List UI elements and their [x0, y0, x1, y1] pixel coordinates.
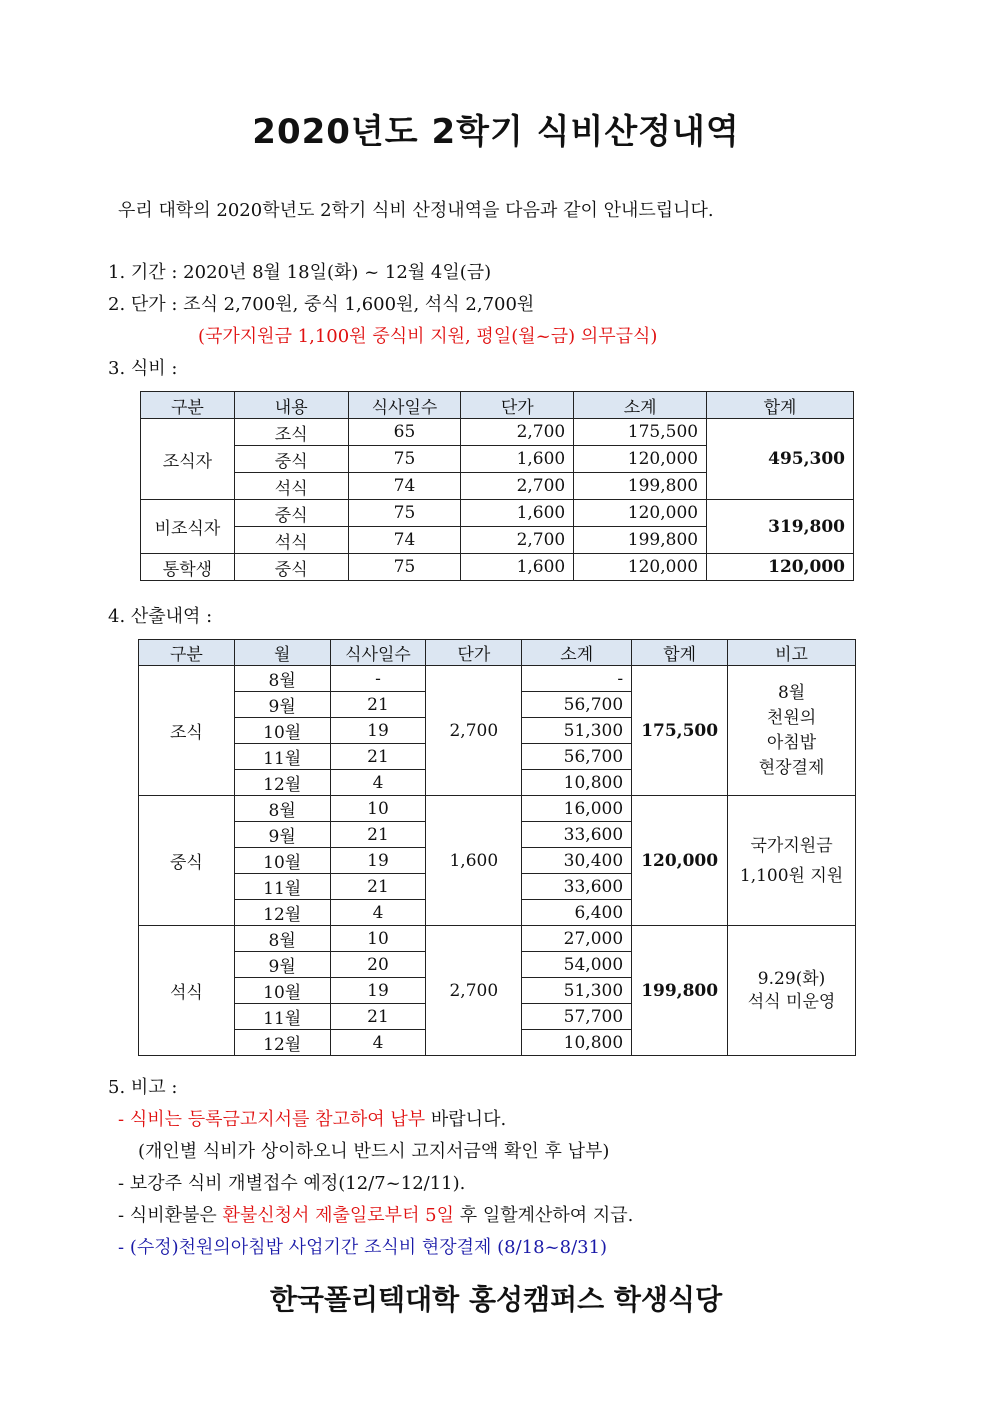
meal-days: 19 — [330, 848, 426, 874]
meal-item: 중식 — [234, 554, 348, 581]
note-text: 바랍니다. — [425, 1109, 507, 1130]
month-subtotal: 10,800 — [522, 1030, 632, 1056]
month: 9월 — [234, 692, 330, 718]
meal-days: 4 — [330, 900, 426, 926]
meal-days: 20 — [330, 952, 426, 978]
group-total: 319,800 — [707, 500, 854, 554]
meal-days: 19 — [330, 718, 426, 744]
meal-price: 2,700 — [461, 473, 574, 500]
meal-subtotal: 120,000 — [574, 554, 707, 581]
remark-payment — [118, 1105, 506, 1131]
table-row — [139, 666, 856, 692]
meal-days: 10 — [330, 926, 426, 952]
meal-subtotal: 120,000 — [574, 446, 707, 473]
unit-price-note: (국가지원금 1,100원 중식비 지원, 평일(월~금) 의무급식) — [198, 326, 658, 347]
month-subtotal: 56,700 — [522, 744, 632, 770]
meal-item: 석식 — [234, 527, 348, 554]
section-meal-cost: 3. 식비 : — [108, 358, 178, 379]
section-calculation: 4. 산출내역 : — [108, 606, 213, 627]
col-header-days: 식사일수 — [348, 392, 461, 419]
note-highlight: 환불신청서 제출일로부터 5일 — [222, 1205, 455, 1226]
meal-days: 75 — [348, 554, 461, 581]
meal-item: 중식 — [234, 500, 348, 527]
month-subtotal: 6,400 — [522, 900, 632, 926]
section-period: 1. 기간 : 2020년 8월 18일(화) ~ 12월 4일(금) — [108, 262, 492, 283]
table-header-row — [141, 392, 854, 419]
meal-subtotal: 199,800 — [574, 527, 707, 554]
group-remarks — [728, 666, 856, 796]
section-unit-price: 2. 단가 : 조식 2,700원, 중식 1,600원, 석식 2,700원 — [108, 294, 535, 315]
group-total: 199,800 — [632, 926, 728, 1056]
meal-item: 중식 — [234, 446, 348, 473]
col-header-category: 구분 — [139, 640, 235, 666]
meal-days: 74 — [348, 473, 461, 500]
table-header-row — [139, 640, 856, 666]
meal-days: 65 — [348, 419, 461, 446]
month: 10월 — [234, 848, 330, 874]
month: 11월 — [234, 1004, 330, 1030]
month-subtotal: 27,000 — [522, 926, 632, 952]
month: 8월 — [234, 926, 330, 952]
remark-line: 현장결제 — [758, 757, 825, 778]
group-price: 1,600 — [426, 796, 522, 926]
group-remarks — [728, 926, 856, 1056]
table-row — [141, 500, 854, 527]
month: 10월 — [234, 718, 330, 744]
meal-subtotal: 120,000 — [574, 500, 707, 527]
month-subtotal: 56,700 — [522, 692, 632, 718]
group-name: 비조식자 — [141, 500, 235, 554]
group-total: 120,000 — [707, 554, 854, 581]
meal-days: 19 — [330, 978, 426, 1004]
month-subtotal: 51,300 — [522, 718, 632, 744]
month-subtotal: 30,400 — [522, 848, 632, 874]
intro-text: 우리 대학의 2020학년도 2학기 식비 산정내역을 다음과 같이 안내드립니다. — [118, 200, 714, 221]
meal-days: 21 — [330, 692, 426, 718]
meal-days: 21 — [330, 744, 426, 770]
remark-payment-detail: (개인별 식비가 상이하오니 반드시 고지서금액 확인 후 납부) — [138, 1141, 610, 1162]
footer-signature: 한국폴리텍대학 홍성캠퍼스 학생식당 — [269, 1283, 723, 1316]
remark-line: 석식 미운영 — [747, 991, 836, 1012]
month: 10월 — [234, 978, 330, 1004]
table-row — [139, 796, 856, 822]
month: 8월 — [234, 666, 330, 692]
col-header-month: 월 — [234, 640, 330, 666]
group-name: 조식자 — [141, 419, 235, 500]
month-subtotal: 33,600 — [522, 822, 632, 848]
remark-line: 천원의 — [766, 707, 817, 728]
table-row — [141, 554, 854, 581]
col-header-total: 합계 — [707, 392, 854, 419]
meal-days: 74 — [348, 527, 461, 554]
col-header-days: 식사일수 — [330, 640, 426, 666]
meal-days: 21 — [330, 874, 426, 900]
meal-days: 10 — [330, 796, 426, 822]
group-price: 2,700 — [426, 926, 522, 1056]
col-header-category: 구분 — [141, 392, 235, 419]
group-name: 통학생 — [141, 554, 235, 581]
meal-item: 조식 — [234, 419, 348, 446]
note-dash: - — [118, 1237, 130, 1258]
meal-subtotal: 199,800 — [574, 473, 707, 500]
meal-price: 1,600 — [461, 500, 574, 527]
section-remarks: 5. 비고 : — [108, 1077, 178, 1098]
meal-cost-table — [140, 391, 854, 581]
meal-days: - — [330, 666, 426, 692]
meal-price: 1,600 — [461, 446, 574, 473]
note-text: - 식비환불은 — [118, 1205, 223, 1226]
month: 12월 — [234, 1030, 330, 1056]
note-highlight: (수정)천원의아침밥 사업기간 조식비 현장결제 (8/18~8/31) — [129, 1237, 608, 1258]
month-subtotal: 51,300 — [522, 978, 632, 1004]
col-header-remarks: 비고 — [728, 640, 856, 666]
month: 9월 — [234, 822, 330, 848]
month-subtotal: 33,600 — [522, 874, 632, 900]
group-total: 495,300 — [707, 419, 854, 500]
remark-line: 1,100원 지원 — [739, 865, 844, 886]
meal-days: 21 — [330, 822, 426, 848]
remark-makeup-week: - 보강주 식비 개별접수 예정(12/7~12/11). — [118, 1173, 466, 1194]
group-name: 중식 — [139, 796, 235, 926]
group-total: 120,000 — [632, 796, 728, 926]
remark-line: 9.29(화) — [757, 968, 826, 989]
group-remarks — [728, 796, 856, 926]
remark-breakfast — [118, 1233, 607, 1259]
month: 11월 — [234, 874, 330, 900]
remark-line: 8월 — [777, 682, 806, 703]
meal-item: 석식 — [234, 473, 348, 500]
note-text: 후 일할계산하여 지급. — [454, 1205, 634, 1226]
col-header-subtotal: 소계 — [522, 640, 632, 666]
group-name: 석식 — [139, 926, 235, 1056]
col-header-subtotal: 소계 — [574, 392, 707, 419]
group-name: 조식 — [139, 666, 235, 796]
meal-subtotal: 175,500 — [574, 419, 707, 446]
meal-price: 1,600 — [461, 554, 574, 581]
meal-days: 21 — [330, 1004, 426, 1030]
calculation-table — [138, 639, 856, 1056]
month: 12월 — [234, 900, 330, 926]
month-subtotal: 57,700 — [522, 1004, 632, 1030]
page-title: 2020년도 2학기 식비산정내역 — [252, 112, 740, 152]
meal-days: 4 — [330, 770, 426, 796]
month-subtotal: 54,000 — [522, 952, 632, 978]
remark-line: 아침밥 — [766, 732, 817, 753]
meal-price: 2,700 — [461, 419, 574, 446]
meal-days: 75 — [348, 500, 461, 527]
col-header-item: 내용 — [234, 392, 348, 419]
group-price: 2,700 — [426, 666, 522, 796]
meal-days: 4 — [330, 1030, 426, 1056]
col-header-price: 단가 — [461, 392, 574, 419]
month-subtotal: 10,800 — [522, 770, 632, 796]
month-subtotal: 16,000 — [522, 796, 632, 822]
remark-line: 국가지원금 — [750, 835, 833, 856]
meal-days: 75 — [348, 446, 461, 473]
month: 12월 — [234, 770, 330, 796]
month: 8월 — [234, 796, 330, 822]
note-highlight: 식비는 등록금고지서를 참고하여 납부 — [129, 1109, 426, 1130]
table-row — [141, 419, 854, 446]
remark-refund — [118, 1201, 633, 1227]
note-dash: - — [118, 1109, 130, 1130]
col-header-price: 단가 — [426, 640, 522, 666]
meal-price: 2,700 — [461, 527, 574, 554]
month-subtotal: - — [522, 666, 632, 692]
group-total: 175,500 — [632, 666, 728, 796]
month: 9월 — [234, 952, 330, 978]
month: 11월 — [234, 744, 330, 770]
table-row — [139, 926, 856, 952]
col-header-total: 합계 — [632, 640, 728, 666]
